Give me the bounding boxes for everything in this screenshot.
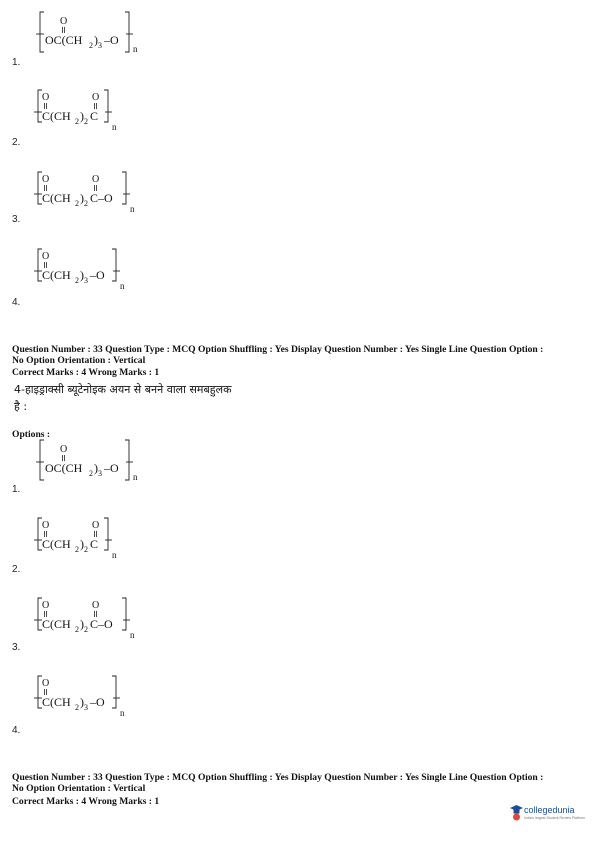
polymer-structure-option-1 <box>30 436 160 486</box>
svg-text:2: 2 <box>75 545 79 554</box>
svg-text:O: O <box>42 600 50 611</box>
svg-text:n: n <box>130 630 135 640</box>
question-text <box>14 381 274 415</box>
svg-text:): ) <box>80 695 84 709</box>
next-question-header-line-2: No Option Orientation : Vertical <box>12 783 146 794</box>
top-option-4-formula <box>30 245 160 295</box>
polymer-structure-3 <box>30 168 160 218</box>
svg-text:O: O <box>42 251 50 262</box>
next-question-header-line-1: Question Number : 33 Question Type : MCQ Option Shuffling : Yes Display Question Number : Yes Single Line Question Option : <box>12 772 544 783</box>
polymer-structure-1 <box>30 8 160 58</box>
svg-text:2: 2 <box>75 703 79 712</box>
question-marks: Correct Marks : 4 Wrong Marks : 1 <box>12 367 160 378</box>
svg-text:C(CH: C(CH <box>42 191 71 205</box>
svg-text:C(CH: C(CH <box>42 109 71 123</box>
polymer-structure-option-2 <box>30 514 160 564</box>
top-option-2-formula <box>30 86 160 136</box>
svg-text:C(CH: C(CH <box>42 537 71 551</box>
svg-text:–O: –O <box>104 33 119 47</box>
svg-text:2: 2 <box>75 625 79 634</box>
svg-text:n: n <box>112 550 117 560</box>
svg-text:n: n <box>133 44 138 54</box>
svg-text:): ) <box>94 33 98 47</box>
top-option-1-formula <box>30 8 160 58</box>
collegedunia-logo <box>510 802 590 824</box>
svg-text:O: O <box>92 174 100 185</box>
question-header-line-2: No Option Orientation : Vertical <box>12 355 146 366</box>
polymer-structure-2 <box>30 86 160 136</box>
logo-tagline: India's largest Student Review Platform <box>524 816 585 820</box>
svg-text:n: n <box>130 204 135 214</box>
svg-text:2: 2 <box>75 276 79 285</box>
svg-text:2: 2 <box>89 469 93 478</box>
option-2-formula[interactable] <box>30 514 160 564</box>
svg-text:n: n <box>120 281 125 291</box>
polymer-structure-option-4 <box>30 672 160 722</box>
svg-text:): ) <box>80 617 84 631</box>
top-option-2-number: 2. <box>12 137 21 148</box>
svg-text:OC(CH: OC(CH <box>45 461 83 475</box>
top-option-3-formula <box>30 168 160 218</box>
option-3-number: 3. <box>12 642 21 653</box>
svg-text:O: O <box>42 520 50 531</box>
svg-text:2: 2 <box>84 199 88 208</box>
svg-text:C: C <box>90 537 99 551</box>
next-question-marks: Correct Marks : 4 Wrong Marks : 1 <box>12 796 160 807</box>
polymer-structure-option-3 <box>30 594 160 644</box>
svg-text:2: 2 <box>84 545 88 554</box>
top-option-4-number: 4. <box>12 297 21 308</box>
svg-text:O: O <box>92 520 100 531</box>
svg-text:): ) <box>80 268 84 282</box>
svg-text:C: C <box>90 109 99 123</box>
svg-text:C–O: C–O <box>90 191 113 205</box>
svg-text:C–O: C–O <box>90 617 113 631</box>
svg-text:3: 3 <box>84 703 88 712</box>
top-option-1-number: 1. <box>12 57 21 68</box>
svg-text:n: n <box>120 708 125 718</box>
svg-text:): ) <box>94 461 98 475</box>
svg-text:C(CH: C(CH <box>42 268 71 282</box>
svg-text:): ) <box>80 537 84 551</box>
options-label: Options : <box>12 429 51 440</box>
question-text-line-1: 4-हाइड्राक्सी ब्यूटेनोइक अयन से बनने वाला समबहुलक <box>14 383 232 396</box>
option-1-number: 1. <box>12 484 21 495</box>
svg-text:2: 2 <box>84 625 88 634</box>
svg-text:O: O <box>92 600 100 611</box>
svg-text:–O: –O <box>90 268 105 282</box>
next-question-header <box>12 772 587 794</box>
option-4-number: 4. <box>12 725 21 736</box>
question-header <box>12 344 587 366</box>
graduate-cap-icon <box>510 804 523 822</box>
svg-text:C(CH: C(CH <box>42 617 71 631</box>
svg-text:2: 2 <box>89 41 93 50</box>
svg-text:n: n <box>133 472 138 482</box>
svg-text:): ) <box>80 109 84 123</box>
svg-text:O: O <box>42 174 50 185</box>
svg-text:3: 3 <box>98 469 102 478</box>
svg-text:2: 2 <box>75 117 79 126</box>
question-header-line-1: Question Number : 33 Question Type : MCQ Option Shuffling : Yes Display Question Number : Yes Single Line Question Option : <box>12 344 544 355</box>
option-4-formula[interactable] <box>30 672 160 722</box>
svg-text:O: O <box>92 92 100 103</box>
svg-text:OC(CH: OC(CH <box>45 33 83 47</box>
option-2-number: 2. <box>12 564 21 575</box>
polymer-structure-4 <box>30 245 160 295</box>
svg-text:C(CH: C(CH <box>42 695 71 709</box>
svg-text:O: O <box>60 444 68 455</box>
svg-text:–O: –O <box>90 695 105 709</box>
logo-name: collegedunia <box>524 805 575 815</box>
option-3-formula[interactable] <box>30 594 160 644</box>
svg-text:2: 2 <box>75 199 79 208</box>
svg-text:): ) <box>80 191 84 205</box>
question-text-line-2: है : <box>14 400 28 413</box>
svg-text:O: O <box>60 16 68 27</box>
svg-text:n: n <box>112 122 117 132</box>
svg-text:O: O <box>42 678 50 689</box>
svg-text:3: 3 <box>84 276 88 285</box>
svg-text:2: 2 <box>84 117 88 126</box>
svg-text:O: O <box>42 92 50 103</box>
top-option-3-number: 3. <box>12 214 21 225</box>
svg-text:3: 3 <box>98 41 102 50</box>
svg-text:–O: –O <box>104 461 119 475</box>
option-1-formula[interactable] <box>30 436 160 486</box>
